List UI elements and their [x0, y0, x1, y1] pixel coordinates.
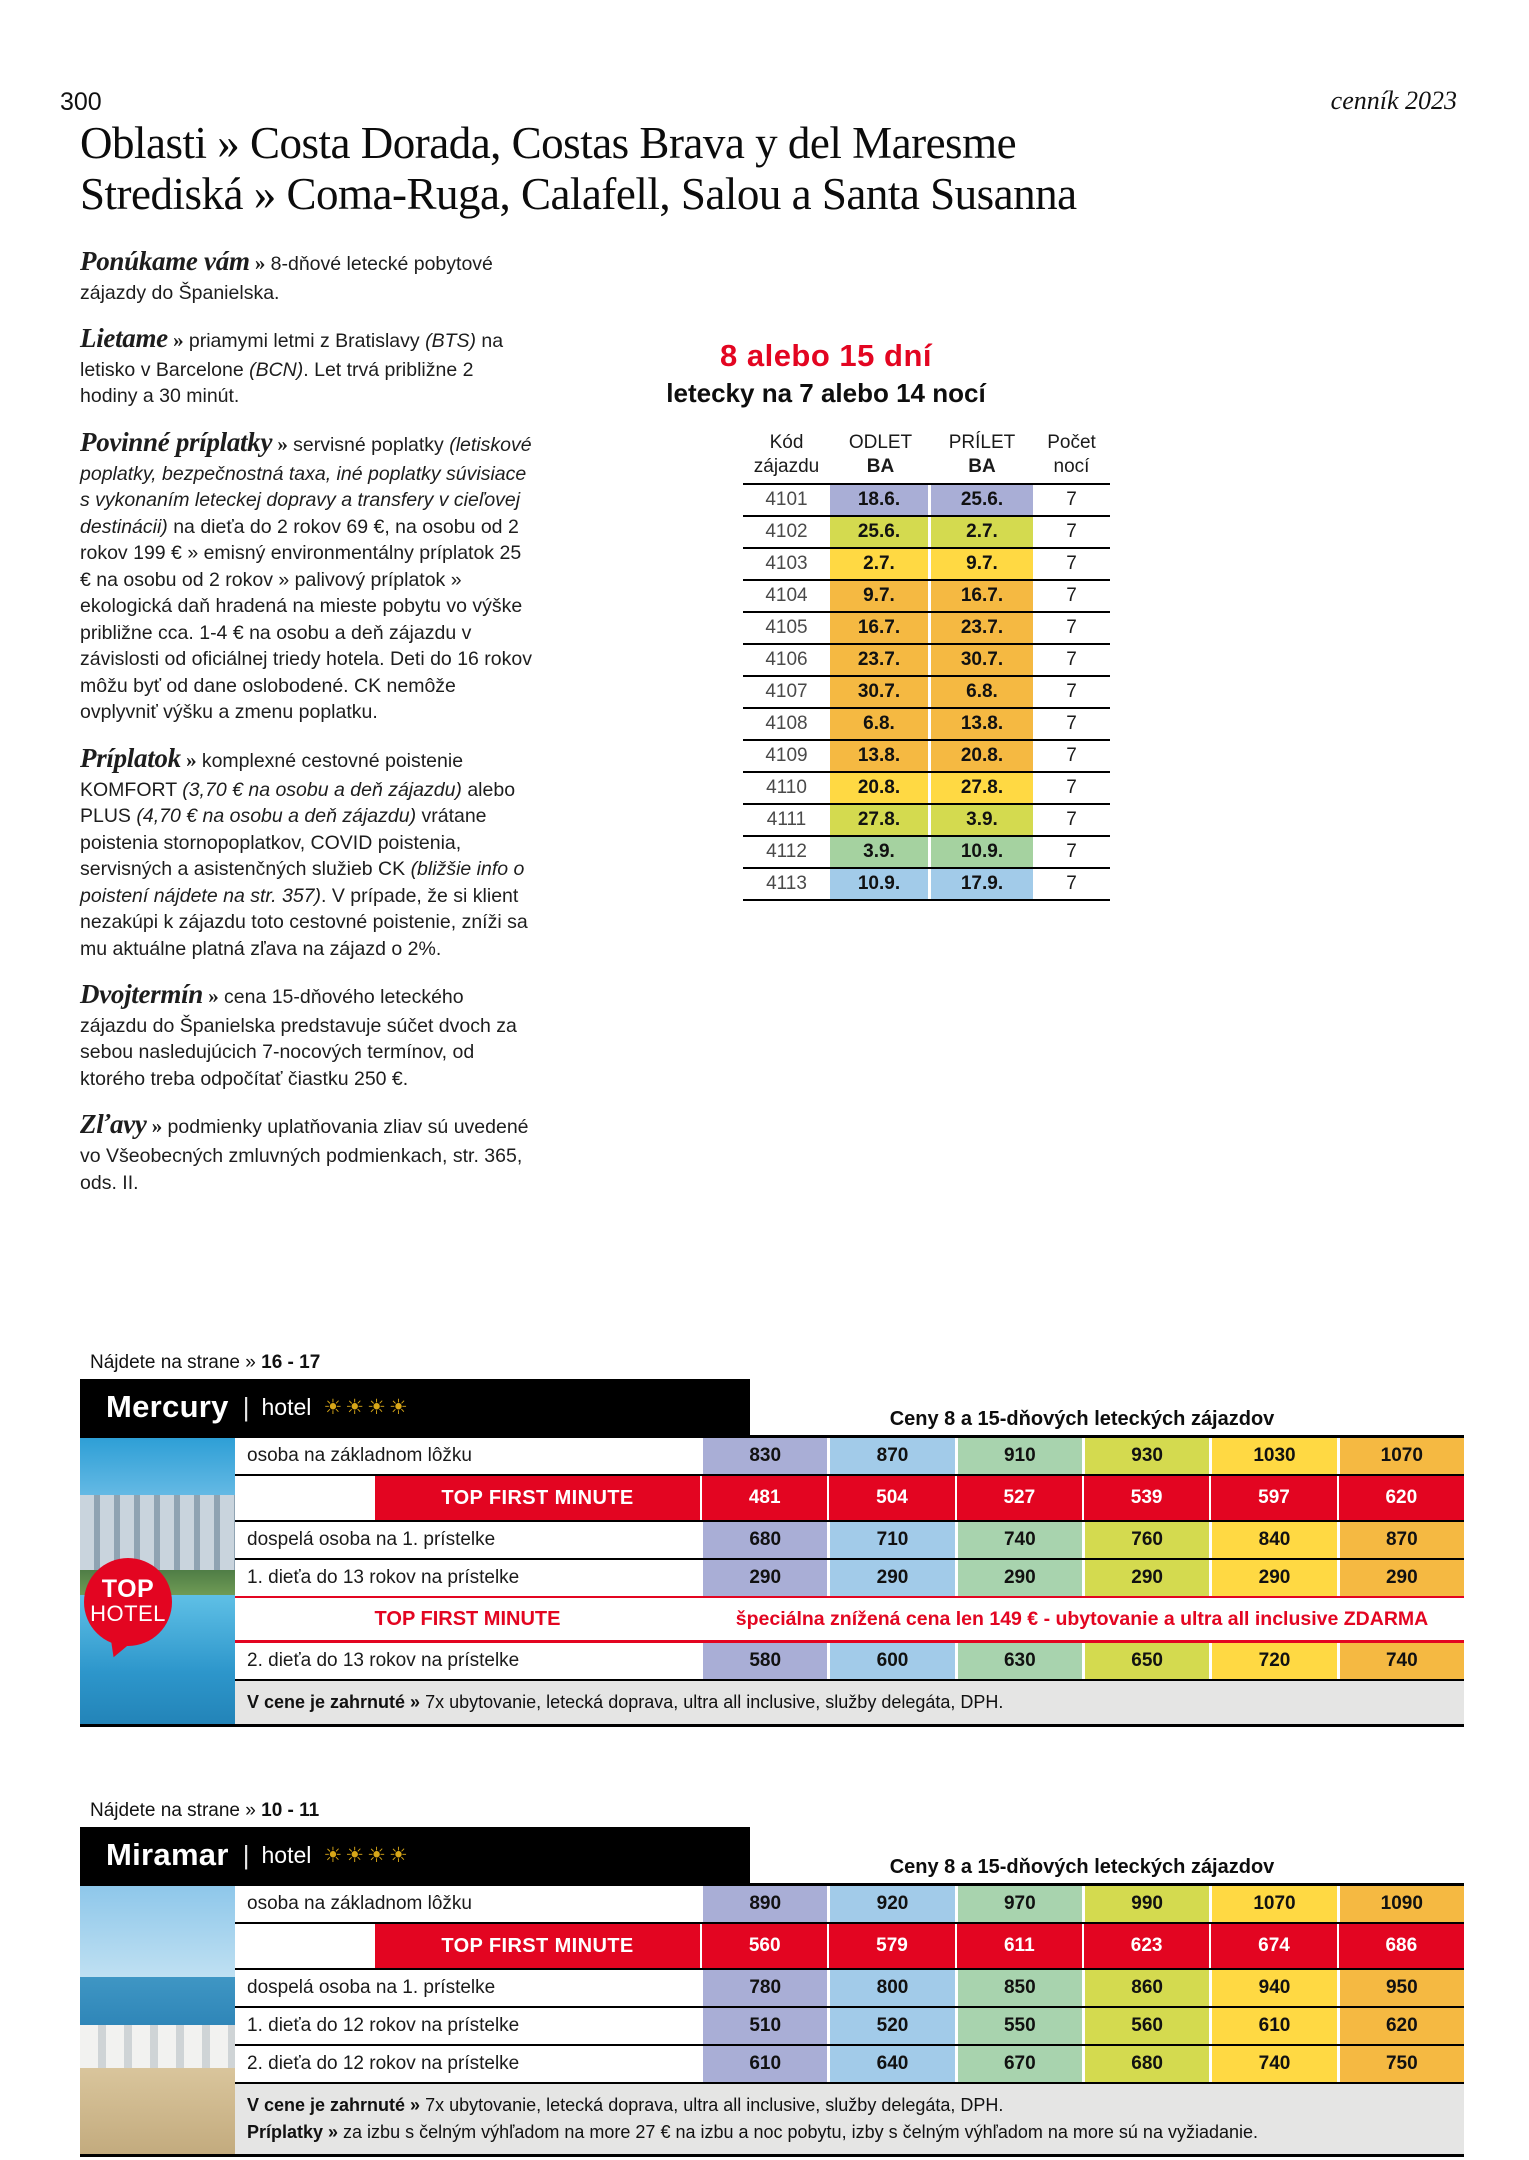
white-gap — [235, 1924, 375, 1968]
intro-paragraph — [80, 243, 532, 306]
hotel-type-label: hotel — [261, 1393, 312, 1420]
hotel-price-table — [235, 1438, 1464, 1724]
flights-table — [743, 431, 1110, 901]
photo-band — [80, 1886, 235, 1977]
hotel-type-label: hotel — [261, 1841, 312, 1868]
price-value: 870 — [1337, 1522, 1464, 1558]
photo-band — [80, 2068, 235, 2154]
arrival-date: 17.9. — [931, 869, 1033, 899]
header-line2: zájazdu — [753, 455, 820, 477]
departure-date: 20.8. — [830, 773, 931, 803]
guillemet-separator: » — [167, 328, 189, 353]
hotel-block-miramar — [80, 1800, 1464, 2157]
price-value: 860 — [1082, 1970, 1209, 2006]
price-value: 930 — [1082, 1438, 1209, 1474]
header-line2: BA — [866, 455, 895, 477]
top-first-minute-price: 527 — [955, 1476, 1082, 1520]
tour-code: 4110 — [766, 776, 807, 798]
flight-row — [743, 515, 1110, 547]
paragraph-text: cena 15-dňového leteckého zájazdu do Španielska predstavuje súčet dvoch za sebou nasledujúcich 7-nocových termínov, od ktorého treba odpočítať čiastku 250 €. — [80, 986, 517, 1090]
paragraph-text: (BTS) — [425, 330, 476, 353]
page-reference-pages: 16 - 17 — [261, 1352, 321, 1373]
paragraph-lead: Príplatok — [80, 742, 181, 773]
price-row — [235, 1886, 1464, 1922]
price-value: 710 — [827, 1522, 954, 1558]
price-value: 1030 — [1209, 1438, 1336, 1474]
intro-paragraph — [80, 1106, 532, 1196]
price-value: 910 — [955, 1438, 1082, 1474]
hotel-photo — [80, 1438, 235, 1724]
arrival-date: 3.9. — [931, 805, 1033, 835]
nights-count: 7 — [1066, 648, 1077, 670]
intro-paragraph — [80, 976, 532, 1092]
red-label-inner — [235, 1476, 700, 1520]
price-value: 560 — [1082, 2008, 1209, 2044]
separator: | — [242, 1391, 250, 1422]
departure-date: 27.8. — [830, 805, 931, 835]
paragraph-text: (4,70 € na osobu a deň zájazdu) — [136, 805, 417, 828]
paragraph-text: . Let trvá približne 2 hodiny a 30 minút. — [80, 358, 474, 408]
hotel-header — [80, 1379, 1464, 1435]
price-row-label: 2. dieťa do 13 rokov na prístelke — [235, 1643, 700, 1679]
arrival-date: 6.8. — [931, 677, 1033, 707]
flights-col-header — [931, 431, 1033, 479]
paragraph-text: 8-dňové letecké pobytové zájazdy do Španielska. — [80, 253, 493, 304]
top-first-minute-price: 620 — [1337, 1476, 1464, 1520]
price-value: 890 — [700, 1886, 827, 1922]
price-value: 760 — [1082, 1522, 1209, 1558]
header-line1: Kód — [769, 432, 804, 453]
arrival-date: 13.8. — [931, 709, 1033, 739]
price-row — [235, 1968, 1464, 2006]
price-row — [235, 1643, 1464, 1679]
price-value: 870 — [827, 1438, 954, 1474]
paragraph-lead: Dvojtermín — [80, 979, 203, 1010]
paragraph-text: podmienky uplatňovania zliav sú uvedené vo Všeobecných zmluvných podmienkach, str. 365, ods. II. — [80, 1116, 529, 1194]
top-first-minute-price: 611 — [955, 1924, 1082, 1968]
included-in-price-footer — [235, 1679, 1464, 1724]
price-row-label: 1. dieťa do 12 rokov na prístelke — [235, 2008, 700, 2044]
top-first-minute-label: TOP FIRST MINUTE — [235, 1598, 700, 1640]
tour-code: 4112 — [766, 840, 807, 862]
page-reference-label: Nájdete na strane » — [90, 1352, 262, 1373]
price-row-label: 2. dieťa do 12 rokov na prístelke — [235, 2046, 700, 2082]
nights-count: 7 — [1066, 552, 1077, 574]
flights-table-header — [743, 431, 1110, 483]
footer-line-text: 7x ubytovanie, letecká doprava, ultra all inclusive, služby delegáta, DPH. — [425, 1692, 1004, 1712]
hotel-title-bar — [80, 1827, 750, 1883]
top-first-minute-price: 597 — [1209, 1476, 1336, 1520]
price-value: 1070 — [1337, 1438, 1464, 1474]
hotel-photo — [80, 1886, 235, 2154]
hotel-name: Mercury — [106, 1389, 229, 1424]
price-value: 640 — [827, 2046, 954, 2082]
price-row-label: osoba na základnom lôžku — [235, 1886, 700, 1922]
flight-row — [743, 675, 1110, 707]
page-title-line2: Strediská » Coma-Ruga, Calafell, Salou a Santa Susanna — [80, 169, 1077, 220]
price-value: 550 — [955, 2008, 1082, 2044]
flight-row — [743, 739, 1110, 771]
price-value: 850 — [955, 1970, 1082, 2006]
header-line1: ODLET — [848, 432, 913, 453]
price-value: 780 — [700, 1970, 827, 2006]
nights-count: 7 — [1066, 744, 1077, 766]
flight-row — [743, 547, 1110, 579]
guillemet-separator: » — [203, 984, 224, 1009]
price-value: 510 — [700, 2008, 827, 2044]
footer-line-lead: V cene je zahrnuté » — [247, 2095, 426, 2115]
flight-row — [743, 485, 1110, 515]
top-first-minute-price: 504 — [827, 1476, 954, 1520]
arrival-date: 2.7. — [931, 517, 1033, 547]
price-row — [235, 1474, 1464, 1520]
price-value: 650 — [1082, 1643, 1209, 1679]
top-first-minute-price: 560 — [700, 1924, 827, 1968]
price-value: 970 — [955, 1886, 1082, 1922]
flight-row — [743, 771, 1110, 803]
special-offer-text: špeciálna znížená cena len 149 € - ubytovanie a ultra all inclusive ZDARMA — [735, 1607, 1429, 1630]
price-value: 1090 — [1337, 1886, 1464, 1922]
flights-column — [520, 338, 1132, 901]
price-value: 800 — [827, 1970, 954, 2006]
header-line1: PRÍLET — [948, 432, 1016, 453]
included-in-price-footer — [235, 2082, 1464, 2154]
arrival-date: 20.8. — [931, 741, 1033, 771]
page-title-line1: Oblasti » Costa Dorada, Costas Brava y del Maresme — [80, 118, 1017, 168]
top-first-minute-price: 481 — [700, 1476, 827, 1520]
price-value: 940 — [1209, 1970, 1336, 2006]
paragraph-lead: Ponúkame vám — [80, 246, 250, 276]
price-value: 720 — [1209, 1643, 1336, 1679]
price-value: 290 — [1209, 1560, 1336, 1596]
tour-code: 4102 — [765, 520, 808, 542]
guillemet-separator: » — [249, 251, 271, 275]
paragraph-text: (3,70 € na osobu a deň zájazdu) — [182, 778, 462, 801]
footer-line-text: za izbu s čelným výhľadom na more 27 € na izbu a noc pobytu, izby s čelným výhľadom na more sú na vyžiadanie. — [343, 2122, 1259, 2142]
photo-band — [80, 2025, 235, 2068]
tour-code: 4104 — [765, 584, 808, 606]
price-row — [235, 1596, 1464, 1643]
nights-count: 7 — [1066, 840, 1077, 862]
paragraph-text: (bližšie info o poistení nájdete na str. 357) — [80, 858, 525, 907]
price-row-label: dospelá osoba na 1. prístelke — [235, 1522, 700, 1558]
edition-label: cenník 2023 — [1330, 86, 1457, 115]
tour-code: 4113 — [766, 872, 807, 894]
header-line1: Počet — [1047, 432, 1096, 453]
price-value: 610 — [700, 2046, 827, 2082]
guillemet-separator: » — [146, 1114, 168, 1139]
white-gap — [235, 1476, 375, 1520]
header-line2: BA — [968, 455, 996, 477]
price-row-label: osoba na základnom lôžku — [235, 1438, 700, 1474]
flight-row — [743, 707, 1110, 739]
photo-band — [80, 1438, 235, 1495]
footer-line — [247, 2119, 1464, 2146]
arrival-date: 23.7. — [931, 613, 1033, 643]
footer-line-lead: Príplatky » — [247, 2122, 344, 2142]
paragraph-text: komplexné cestovné poistenie KOMFORT — [80, 749, 464, 801]
hotel-header — [80, 1827, 1464, 1883]
nights-count: 7 — [1066, 776, 1077, 798]
paragraph-lead: Lietame — [80, 323, 168, 354]
price-value: 680 — [1082, 2046, 1209, 2082]
flight-row — [743, 867, 1110, 899]
top-hotel-badge — [84, 1558, 172, 1646]
flights-table-body — [743, 483, 1110, 901]
price-value: 950 — [1337, 1970, 1464, 2006]
nights-count: 7 — [1066, 872, 1077, 894]
price-value: 610 — [1209, 2008, 1336, 2044]
top-first-minute-label: TOP FIRST MINUTE — [375, 1476, 700, 1520]
price-row-label: dospelá osoba na 1. prístelke — [235, 1970, 700, 2006]
paragraph-text: na dieťa do 2 rokov 69 €, na osobu od 2 rokov 199 € » emisný environmentálny príplatok 25 € na osobu od 2 rokov » palivový príplatok » ekologická daň hradená na mieste pobytu vo výške približne cca. 1-4 € na osobu a deň zájazdu v závislosti od oficiálnej triedy hotela. Deti do 16 rokov môžu byť od dane oslobodené. CK nemôže ovplyvniť výšku a zmenu poplatku. — [80, 515, 532, 724]
tour-code: 4107 — [765, 680, 808, 702]
departure-date: 10.9. — [830, 869, 931, 899]
price-value: 680 — [700, 1522, 827, 1558]
flights-heading-black: letecky na 7 alebo 14 nocí — [666, 378, 986, 408]
departure-date: 9.7. — [830, 581, 931, 611]
paragraph-text: servisné poplatky — [293, 433, 450, 456]
tour-code: 4106 — [765, 648, 808, 670]
price-value: 740 — [955, 1522, 1082, 1558]
guillemet-separator: » — [272, 431, 294, 456]
nights-count: 7 — [1066, 808, 1077, 830]
tour-code: 4111 — [766, 808, 807, 830]
header-line2: nocí — [1053, 455, 1090, 477]
price-table-heading: Ceny 8 a 15-dňových leteckých zájazdov — [889, 1408, 1275, 1430]
price-value: 750 — [1337, 2046, 1464, 2082]
paragraph-lead: Povinné príplatky — [80, 426, 273, 457]
flight-row — [743, 803, 1110, 835]
price-value: 740 — [1337, 1643, 1464, 1679]
page-title — [80, 118, 1480, 221]
flight-row — [743, 643, 1110, 675]
flights-col-header — [743, 431, 830, 479]
tour-code: 4105 — [765, 616, 808, 638]
sun-rating-icons: ☀☀☀☀ — [323, 1843, 411, 1867]
page-reference — [90, 1800, 1464, 1822]
top-first-minute-price: 623 — [1082, 1924, 1209, 1968]
badge-line2: HOTEL — [90, 1601, 166, 1627]
departure-date: 3.9. — [830, 837, 931, 867]
price-row — [235, 1438, 1464, 1474]
flight-row — [743, 611, 1110, 643]
price-value: 290 — [827, 1560, 954, 1596]
nights-count: 7 — [1066, 584, 1077, 606]
paragraph-text: alebo PLUS — [80, 778, 516, 828]
footer-line-text: 7x ubytovanie, letecká doprava, ultra all inclusive, služby delegáta, DPH. — [425, 2095, 1004, 2115]
top-first-minute-price: 674 — [1209, 1924, 1336, 1968]
price-row — [235, 2006, 1464, 2044]
nights-count: 7 — [1066, 488, 1077, 510]
price-row — [235, 2044, 1464, 2082]
nights-count: 7 — [1066, 520, 1077, 542]
flights-col-header — [830, 431, 931, 479]
price-table-heading: Ceny 8 a 15-dňových leteckých zájazdov — [889, 1856, 1275, 1878]
price-value: 520 — [827, 2008, 954, 2044]
tour-code: 4101 — [765, 488, 808, 510]
nights-count: 7 — [1066, 712, 1077, 734]
page-reference — [90, 1352, 1464, 1374]
departure-date: 16.7. — [830, 613, 931, 643]
nights-count: 7 — [1066, 616, 1077, 638]
paragraph-lead: Zľavy — [80, 1109, 147, 1140]
price-value: 740 — [1209, 2046, 1336, 2082]
price-value: 600 — [827, 1643, 954, 1679]
top-first-minute-price: 539 — [1082, 1476, 1209, 1520]
hotel-body — [80, 1883, 1464, 2157]
departure-date: 13.8. — [830, 741, 931, 771]
nights-count: 7 — [1066, 680, 1077, 702]
page-reference-pages: 10 - 11 — [261, 1800, 320, 1821]
tour-code: 4109 — [765, 744, 808, 766]
paragraph-text: (letiskové poplatky, bezpečnostná taxa, iné poplatky súvisiace s vykonaním leteckej dopravy a transfery v cieľovej destinácii) — [80, 433, 532, 538]
intro-column — [80, 243, 532, 1210]
price-value: 920 — [827, 1886, 954, 1922]
price-value: 1070 — [1209, 1886, 1336, 1922]
price-row-label: 1. dieťa do 13 rokov na prístelke — [235, 1560, 700, 1596]
separator: | — [242, 1839, 250, 1870]
photo-band — [80, 1977, 235, 2025]
paragraph-text: . V prípade, že si klient nezakúpi k zájazdu toto cestovné poistenie, zníži sa mu aktuálne platná zľava na zájazd o 2%. — [80, 884, 528, 960]
flights-heading-red: 8 alebo 15 dní — [719, 338, 932, 373]
departure-date: 2.7. — [830, 549, 931, 579]
hotel-block-mercury — [80, 1352, 1464, 1727]
paragraph-text: na letisko v Barcelone — [80, 330, 504, 381]
arrival-date: 16.7. — [931, 581, 1033, 611]
price-value: 830 — [700, 1438, 827, 1474]
page-number: 300 — [60, 88, 102, 116]
photo-band — [80, 1495, 235, 1569]
price-value: 290 — [1337, 1560, 1464, 1596]
top-first-minute-label: TOP FIRST MINUTE — [375, 1924, 700, 1968]
price-row — [235, 1922, 1464, 1968]
price-row — [235, 1558, 1464, 1596]
hotel-title-bar — [80, 1379, 750, 1435]
price-value: 840 — [1209, 1522, 1336, 1558]
price-value: 290 — [1082, 1560, 1209, 1596]
footer-line — [247, 2092, 1464, 2119]
departure-date: 25.6. — [830, 517, 931, 547]
price-value: 670 — [955, 2046, 1082, 2082]
price-value: 630 — [955, 1643, 1082, 1679]
departure-date: 6.8. — [830, 709, 931, 739]
red-label-inner — [235, 1924, 700, 1968]
intro-paragraph — [80, 320, 532, 410]
price-row — [235, 1520, 1464, 1558]
arrival-date: 30.7. — [931, 645, 1033, 675]
page-reference-label: Nájdete na strane » — [90, 1800, 262, 1821]
paragraph-text: vrátane poistenia stornopoplatkov, COVID poistenia, servisných a asistenčných služieb CK — [80, 805, 487, 881]
arrival-date: 25.6. — [931, 485, 1033, 515]
top-first-minute-price: 686 — [1337, 1924, 1464, 1968]
arrival-date: 9.7. — [931, 549, 1033, 579]
hotel-body — [80, 1435, 1464, 1727]
top-first-minute-label-cell — [235, 1924, 700, 1968]
paragraph-text: (BCN) — [249, 358, 304, 381]
departure-date: 23.7. — [830, 645, 931, 675]
sun-rating-icons: ☀☀☀☀ — [323, 1395, 411, 1419]
footer-line-lead: V cene je zahrnuté » — [247, 1692, 426, 1712]
tour-code: 4103 — [765, 552, 808, 574]
hotel-name: Miramar — [106, 1837, 229, 1872]
departure-date: 30.7. — [830, 677, 931, 707]
price-value: 290 — [955, 1560, 1082, 1596]
intro-paragraph — [80, 740, 532, 962]
departure-date: 18.6. — [830, 485, 931, 515]
footer-line — [247, 1689, 1464, 1716]
paragraph-text: priamymi letmi z Bratislavy — [188, 330, 426, 353]
flight-row — [743, 835, 1110, 867]
intro-paragraph — [80, 424, 532, 726]
guillemet-separator: » — [180, 747, 202, 772]
price-value: 990 — [1082, 1886, 1209, 1922]
badge-line1: TOP — [101, 1575, 155, 1604]
price-value: 580 — [700, 1643, 827, 1679]
arrival-date: 27.8. — [931, 773, 1033, 803]
hotel-price-table — [235, 1886, 1464, 2154]
flights-col-header — [1033, 431, 1110, 479]
flight-row — [743, 579, 1110, 611]
arrival-date: 10.9. — [931, 837, 1033, 867]
price-value: 290 — [700, 1560, 827, 1596]
price-value: 620 — [1337, 2008, 1464, 2044]
top-first-minute-price: 579 — [827, 1924, 954, 1968]
tour-code: 4108 — [765, 712, 808, 734]
top-first-minute-label-cell — [235, 1476, 700, 1520]
